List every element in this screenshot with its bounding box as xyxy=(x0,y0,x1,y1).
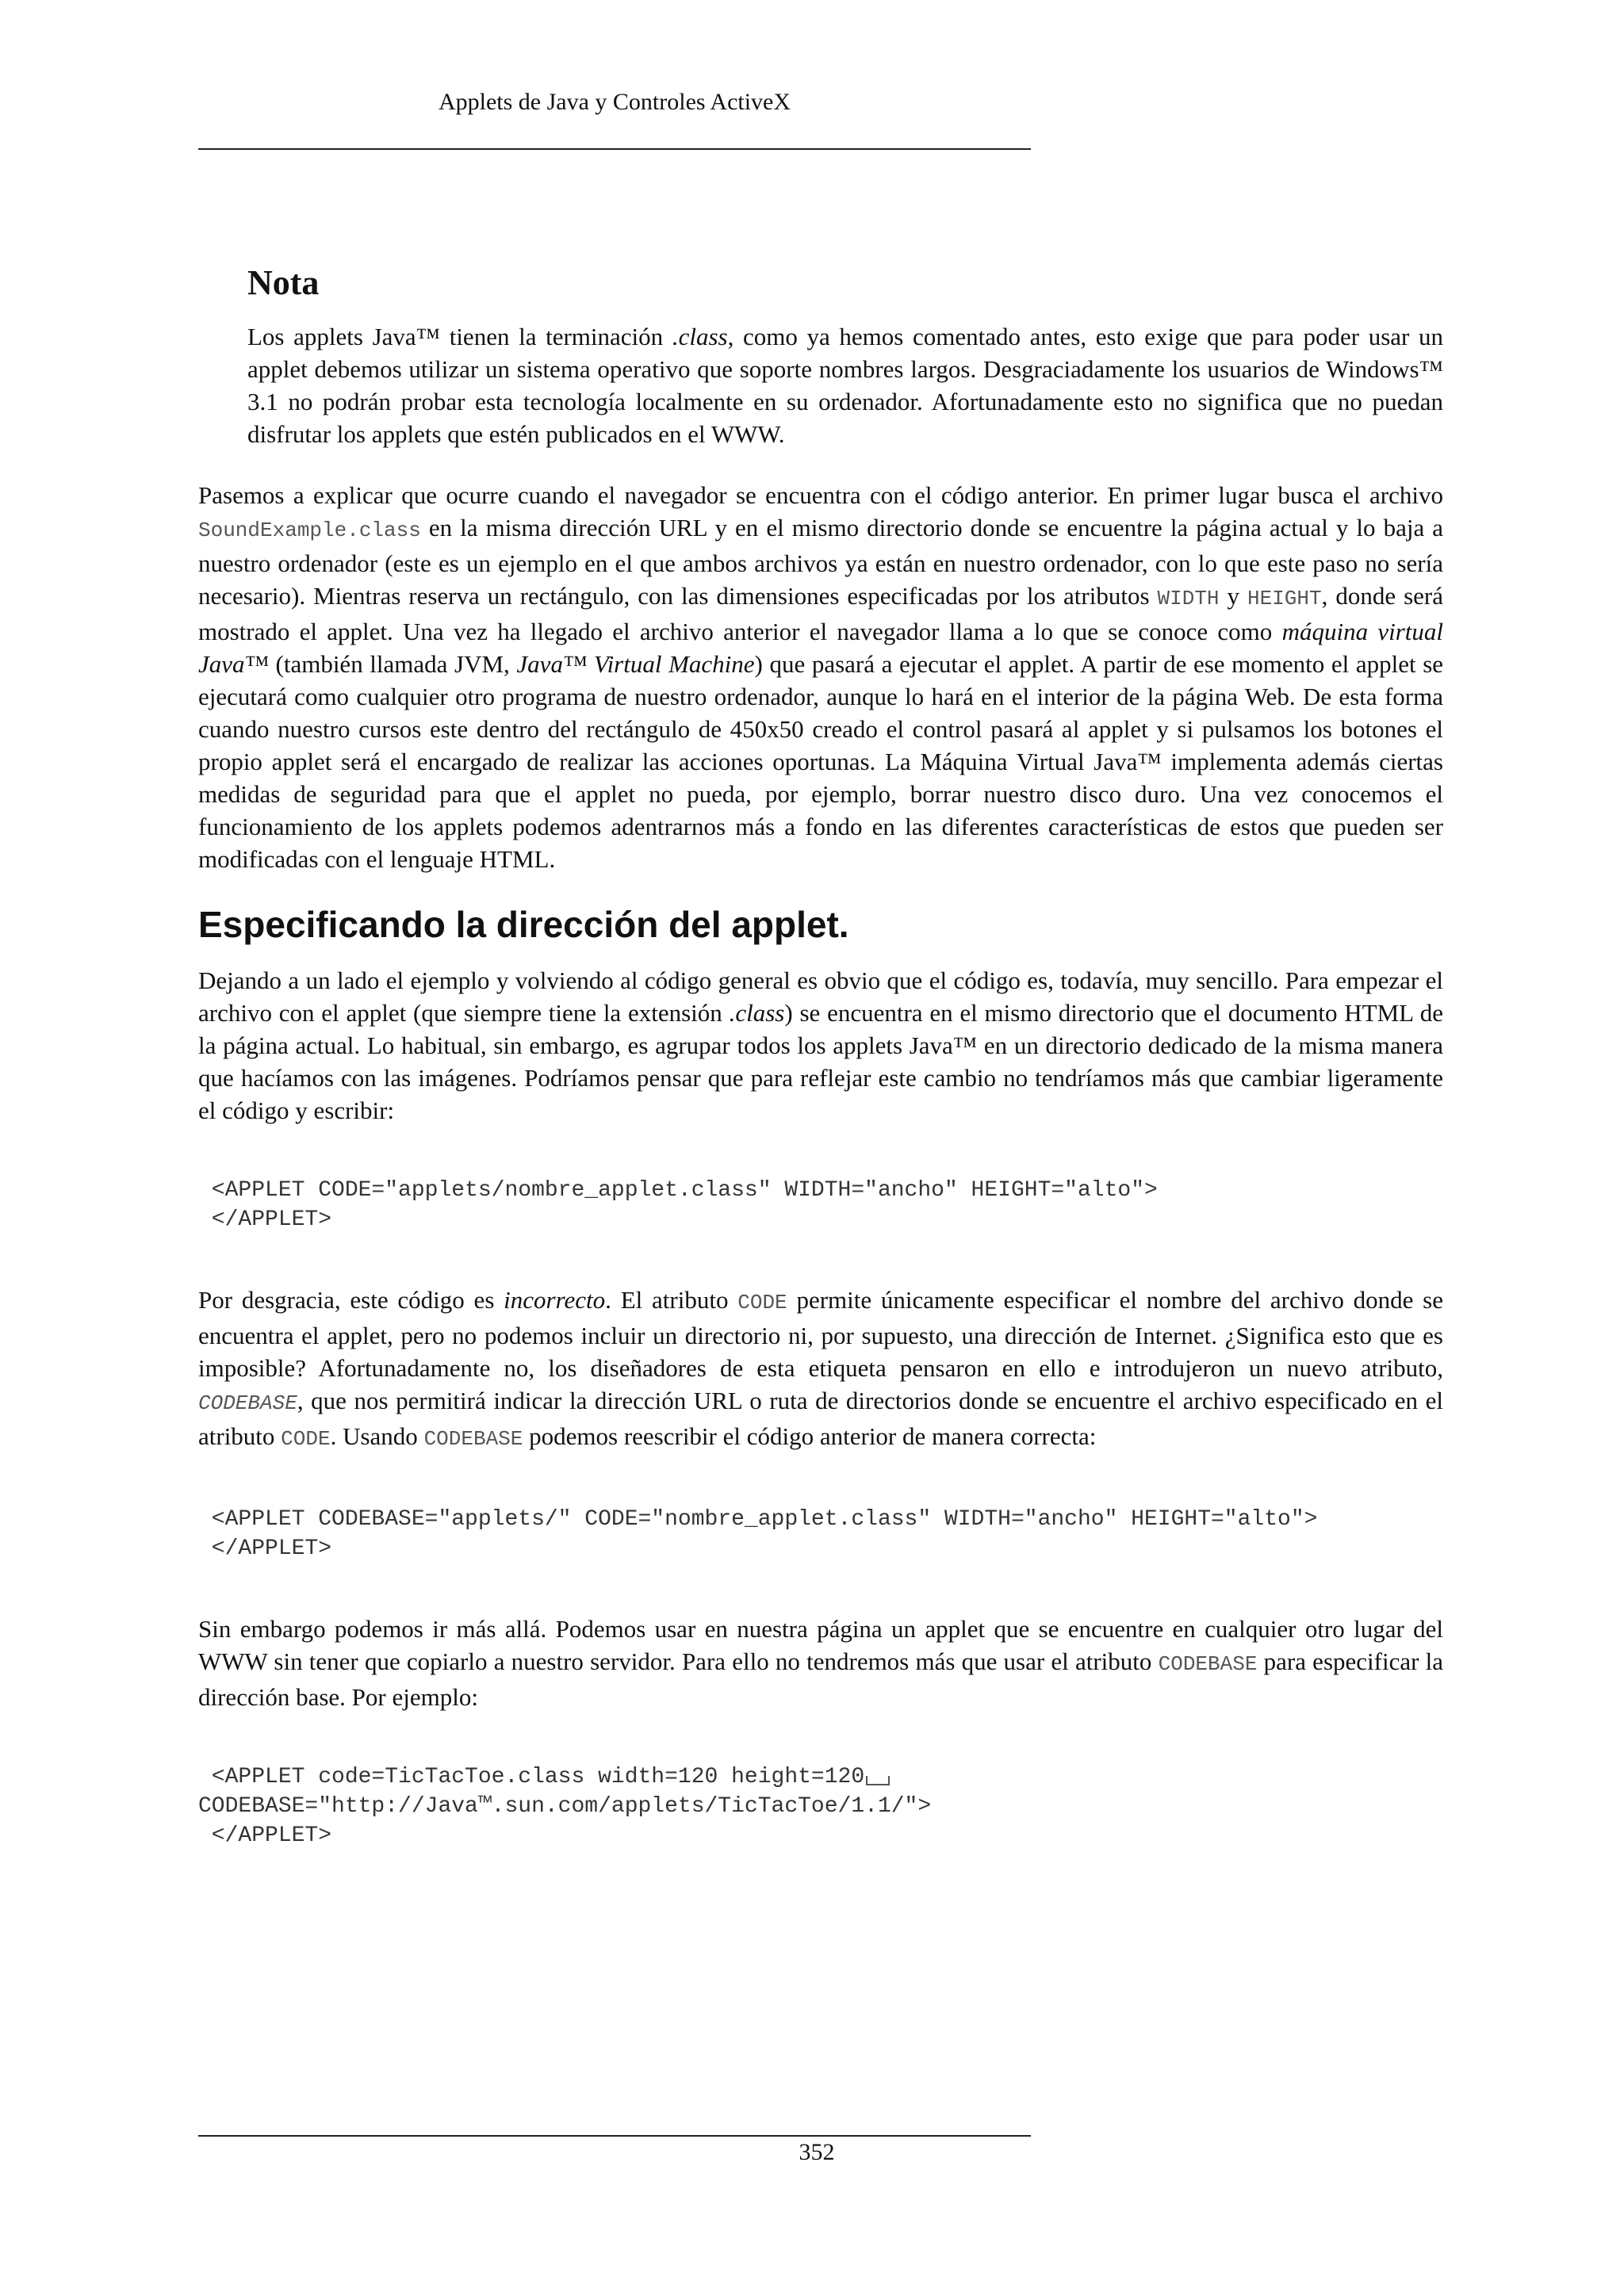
text-run: , que nos permitirá indicar la dirección URL o ruta de directorios donde se encuentre el archivo especificado en el atributo xyxy=(198,1387,1443,1450)
text-run: Por desgracia, este código es xyxy=(198,1286,504,1314)
note-text xyxy=(247,320,1443,450)
text-run: (también llamada JVM, xyxy=(268,650,517,678)
line-continuation-icon xyxy=(866,1776,890,1785)
code-block-remote xyxy=(198,1762,1443,1850)
inline-code: CODEBASE xyxy=(1158,1652,1258,1676)
code-block-codebase xyxy=(198,1505,1443,1563)
code-line: <APPLET code=TicTacToe.class width=120 height=120 xyxy=(198,1765,865,1789)
code-line: CODEBASE="http://Java™.sun.com/applets/TicTacToe/1.1/"> xyxy=(198,1794,932,1819)
text-run: ) se encuentra en el mismo directorio que el documento HTML de la página actual. Lo habitual, sin embargo, es agrupar todos los applets Java™ en un directorio dedicado de la misma manera que hacíamos con las imágenes. Podríamos pensar que para reflejar este cambio no tendríamos más que cambiar ligeramente el código y escribir: xyxy=(198,999,1444,1124)
text-run: y xyxy=(1219,582,1247,610)
paragraph-applet-directory xyxy=(198,964,1443,1127)
section-heading: Especificando la dirección del applet. xyxy=(198,904,849,945)
code-line: </APPLET> xyxy=(198,1207,332,1232)
note-text-part: , como ya hemos comentado antes, esto exige que para poder usar un applet debemos utilizar un sistema operativo que soporte nombres largos. Desgraciadamente los usuarios de Windows™ 3.1 no podrán probar esta tecnología localmente en su ordenador. Afortunadamente esto no significa que no puedan disfrutar los applets que estén publicados en el WWW. xyxy=(247,323,1443,448)
note-text-emphasis: .class xyxy=(672,323,728,350)
code-block-incorrect xyxy=(198,1176,1443,1234)
running-header: Applets de Java y Controles ActiveX xyxy=(438,89,791,115)
paragraph-applet-loading xyxy=(198,479,1443,875)
inline-code: CODE xyxy=(281,1427,331,1451)
note-title: Nota xyxy=(247,263,320,302)
text-emphasis: Java™ Virtual Machine xyxy=(516,650,755,678)
text-run: Pasemos a explicar que ocurre cuando el navegador se encuentra con el código anterior. En primer lugar busca el archivo xyxy=(198,481,1443,509)
code-line: <APPLET CODE="applets/nombre_applet.class" WIDTH="ancho" HEIGHT="alto"> xyxy=(198,1178,1158,1203)
code-line: </APPLET> xyxy=(198,1823,332,1848)
page-content xyxy=(198,262,1443,1900)
text-run: para especificar la dirección base. Por ejemplo: xyxy=(198,1647,1443,1711)
text-run: Sin embargo podemos ir más allá. Podemos usar en nuestra página un applet que se encuentre en cualquier otro lugar del WWW sin tener que copiarlo a nuestro servidor. Para ello no tendremos más que usar el atributo xyxy=(198,1615,1443,1675)
paragraph-remote-applet xyxy=(198,1613,1443,1713)
inline-code: WIDTH xyxy=(1157,587,1220,610)
text-emphasis: incorrecto xyxy=(504,1286,606,1314)
text-emphasis: .class xyxy=(729,999,785,1027)
note-text-part: Los applets Java™ tienen la terminación xyxy=(247,323,672,350)
page-number: 352 xyxy=(799,2139,835,2165)
inline-code: CODE xyxy=(737,1291,787,1314)
inline-code: CODEBASE xyxy=(198,1391,297,1415)
inline-code: CODEBASE xyxy=(423,1427,523,1451)
text-emphasis: máquina virtual Java™ xyxy=(198,618,1443,678)
footer-rule xyxy=(198,2135,1031,2137)
code-line: <APPLET CODEBASE="applets/" CODE="nombre_applet.class" WIDTH="ancho" HEIGHT="alto"> xyxy=(198,1507,1318,1532)
header-rule xyxy=(198,148,1031,150)
text-run: . El atributo xyxy=(605,1286,738,1314)
text-run: en la misma dirección URL y en el mismo directorio donde se encuentre la página actual y lo baja a nuestro ordenador (este es un ejemplo en el que ambos archivos ya están en nuestro ordenador, con lo que este paso no sería necesario). Mientras reserva un rectángulo, con las dimensiones especificadas por los atributos xyxy=(198,514,1443,610)
code-line: </APPLET> xyxy=(198,1536,332,1561)
text-run: , donde será mostrado el applet. Una vez ha llegado el archivo anterior el navegador llama a lo que se conoce como xyxy=(198,582,1443,645)
text-run: ) que pasará a ejecutar el applet. A partir de ese momento el applet se ejecutará como cualquier otro programa de nuestro ordenador, aunque lo hará en el interior de la página Web. De esta forma cuando nuestro cursos este dentro del rectángulo de 450x50 creado el control pasará al applet y si pulsamos los botones el propio applet será el encargado de realizar las acciones oportunas. La Máquina Virtual Java™ implementa además ciertas medidas de seguridad para que el applet no pueda, por ejemplo, borrar nuestro disco duro. Una vez conocemos el funcionamiento de los applets podemos adentrarnos más a fondo en las diferentes características de estos que pueden ser modificadas con el lenguaje HTML. xyxy=(198,650,1444,873)
text-run: . Usando xyxy=(330,1422,424,1450)
inline-code: HEIGHT xyxy=(1247,587,1322,610)
paragraph-codebase xyxy=(198,1284,1443,1456)
text-run: Dejando a un lado el ejemplo y volviendo al código general es obvio que el código es, todavía, muy sencillo. Para empezar el archivo con el applet (que siempre tiene la extensión xyxy=(198,966,1443,1027)
text-run: podemos reescribir el código anterior de manera correcta: xyxy=(523,1422,1097,1450)
inline-code: SoundExample.class xyxy=(198,519,421,542)
text-run: permite únicamente especificar el nombre del archivo donde se encuentra el applet, pero no podemos incluir un directorio ni, por supuesto, una dirección de Internet. ¿Significa esto que es imposible? Afortunadamente no, los diseñadores de esta etiqueta pensaron en ello e introdujeron un nuevo atributo, xyxy=(198,1286,1443,1382)
note-box xyxy=(247,262,1443,450)
